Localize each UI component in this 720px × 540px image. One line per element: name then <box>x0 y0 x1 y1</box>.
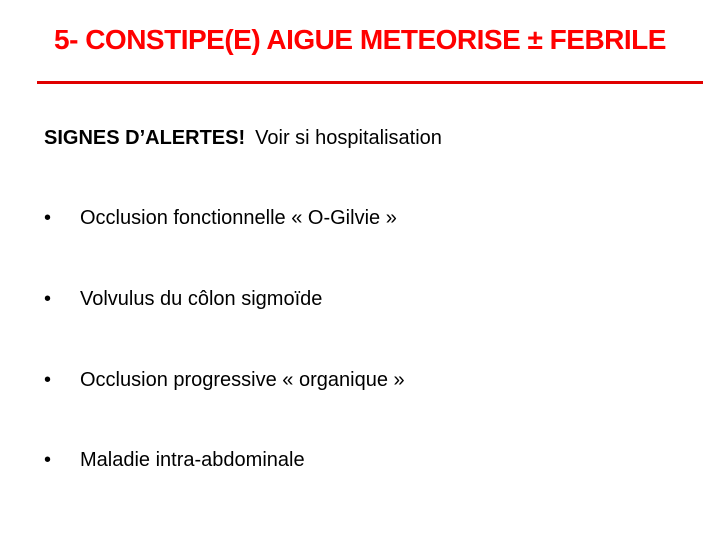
slide-title: 5- CONSTIPE(E) AIGUE METEORISE ± FEBRILE <box>54 24 666 55</box>
alert-heading-strong: SIGNES D’ALERTES! <box>44 127 246 149</box>
title-underline <box>37 81 703 84</box>
bullet-icon: • <box>44 369 52 391</box>
alert-heading-rest: Voir si hospitalisation <box>255 127 442 149</box>
alert-heading <box>44 123 442 153</box>
list-item <box>44 365 405 395</box>
bullet-icon: • <box>44 449 52 471</box>
list-item <box>44 445 305 475</box>
list-item-text: Volvulus du côlon sigmoïde <box>80 288 323 310</box>
list-item-text: Occlusion fonctionnelle « O-Gilvie » <box>80 207 397 229</box>
bullet-icon: • <box>44 288 52 310</box>
list-item <box>44 284 322 314</box>
list-item <box>44 203 397 233</box>
list-item-text: Occlusion progressive « organique » <box>80 369 405 391</box>
bullet-icon: • <box>44 207 52 229</box>
list-item-text: Maladie intra-abdominale <box>80 449 305 471</box>
